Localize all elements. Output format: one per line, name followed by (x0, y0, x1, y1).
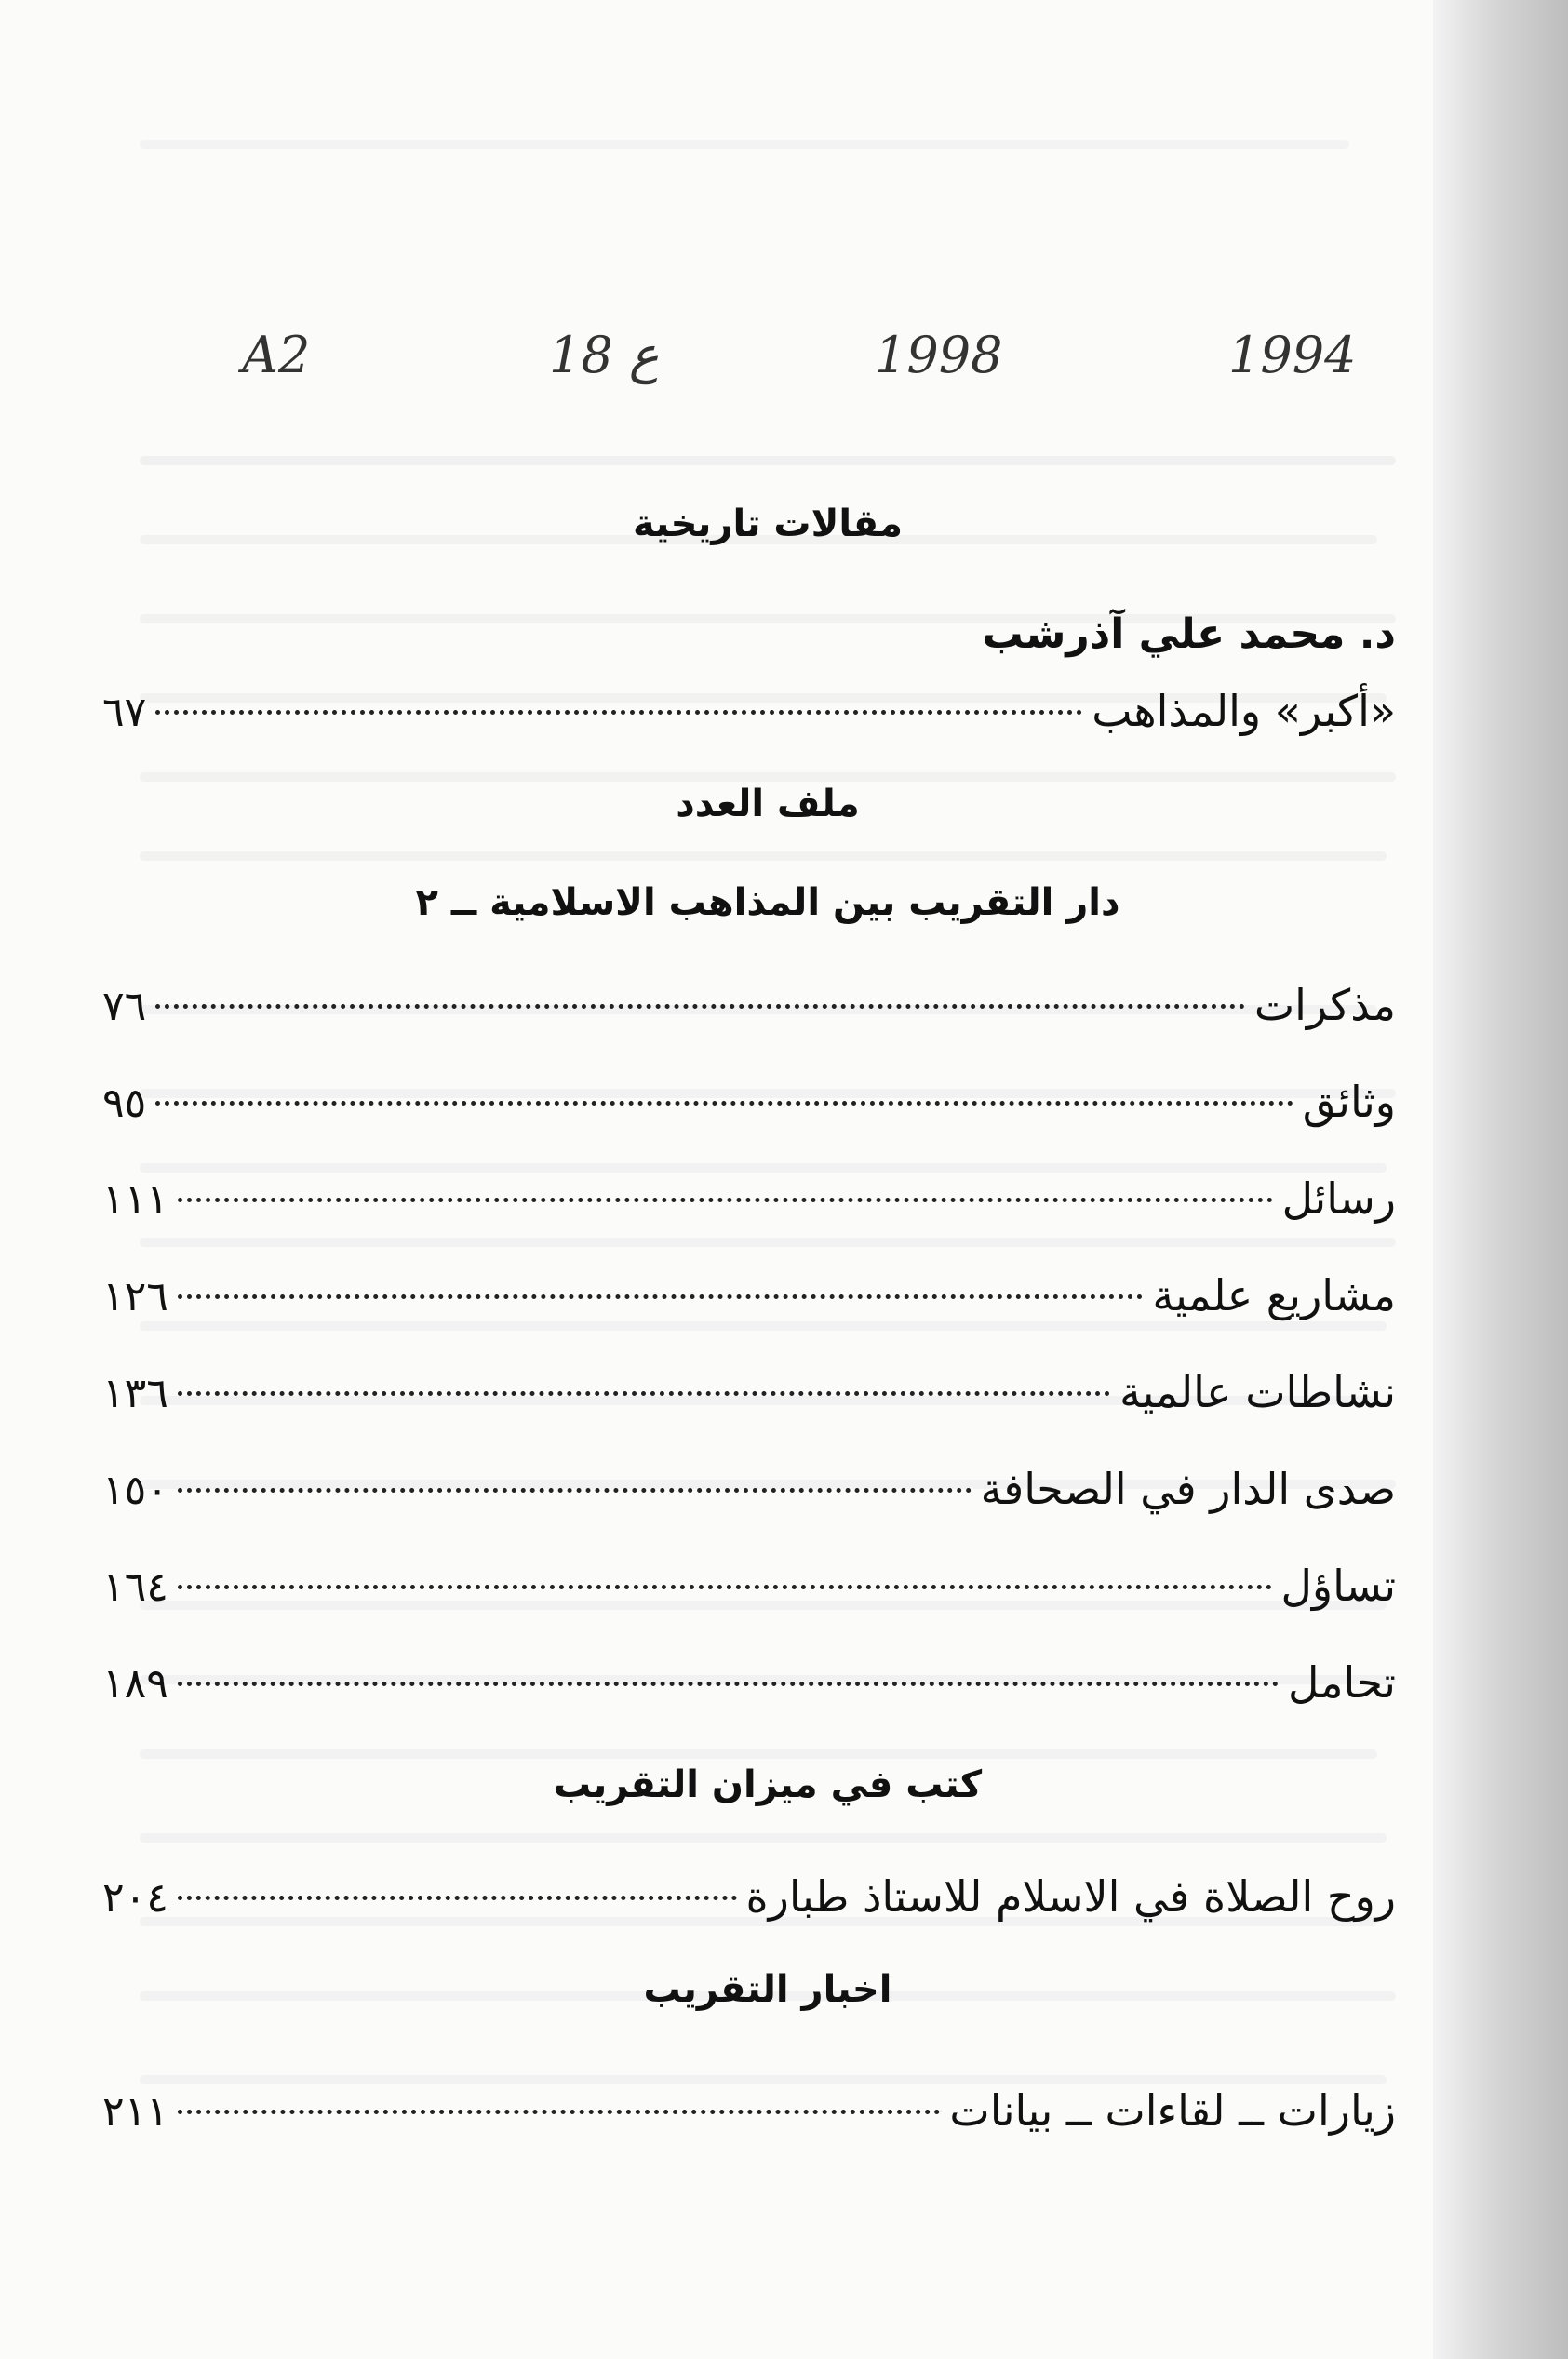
handwritten-annotations (223, 316, 1359, 419)
author-name: د. محمد علي آذرشب (982, 610, 1396, 658)
entry-title: رسائل (1281, 1173, 1396, 1224)
toc-entry[interactable] (102, 1657, 1433, 1708)
toc-entry[interactable] (102, 1464, 1433, 1514)
entry-page-number: ١١١ (102, 1176, 168, 1224)
toc-entry[interactable] (102, 1367, 1433, 1417)
toc-entry[interactable] (102, 1077, 1433, 1127)
leader-dots (155, 710, 1082, 715)
entry-page-number: ٧٦ (102, 983, 147, 1030)
toc-entry[interactable] (102, 2085, 1433, 2136)
section-heading: مقالات تاريخية (633, 503, 903, 545)
table-of-contents (102, 484, 1433, 2136)
entry-title: روح الصلاة في الاسلام للاستاذ طبارة (745, 1871, 1396, 1922)
section-subheading: دار التقريب بين المذاهب الاسلامية ــ ٢ (415, 881, 1120, 924)
entry-title: تساؤل (1280, 1561, 1396, 1611)
handwritten-mark: A2 (242, 326, 311, 384)
entry-page-number: ٢٠٤ (102, 1874, 168, 1922)
entry-title: زيارات ــ لقاءات ــ بيانات (949, 2085, 1396, 2136)
entry-page-number: ٢١١ (102, 2088, 168, 2136)
entry-title: مشاريع علمية (1152, 1270, 1396, 1320)
entry-page-number: ١٦٤ (102, 1563, 168, 1611)
entry-title: «أكبر» والمذاهب (1092, 686, 1396, 736)
leader-dots (178, 1198, 1273, 1202)
entry-page-number: ١٢٦ (102, 1273, 168, 1320)
entry-title: مذكرات (1253, 980, 1396, 1030)
entry-title: تحامل (1288, 1657, 1396, 1708)
leader-dots (155, 1004, 1245, 1009)
handwritten-mark: 1994 (1228, 326, 1357, 384)
handwritten-mark: 18 ع (549, 326, 660, 384)
entry-page-number: ٩٥ (102, 1079, 147, 1127)
leader-dots (178, 1294, 1143, 1299)
leader-dots (178, 1488, 972, 1493)
entry-page-number: ٦٧ (102, 689, 147, 736)
section-heading: كتب في ميزان التقريب (553, 1763, 983, 1806)
section-heading: اخبار التقريب (643, 1968, 892, 2011)
leader-dots (178, 1896, 737, 1900)
entry-page-number: ١٣٦ (102, 1370, 168, 1417)
entry-title: صدى الدار في الصحافة (980, 1464, 1396, 1514)
leader-dots (178, 1585, 1272, 1589)
entry-title: وثائق (1302, 1077, 1396, 1127)
book-gutter-shadow (1433, 0, 1568, 2359)
toc-entry[interactable] (102, 1561, 1433, 1611)
toc-entry[interactable] (102, 686, 1433, 736)
entry-title: نشاطات عالمية (1119, 1367, 1396, 1417)
entry-page-number: ١٥٠ (102, 1467, 168, 1514)
leader-dots (155, 1101, 1293, 1106)
toc-entry[interactable] (102, 1173, 1433, 1224)
toc-entry[interactable] (102, 1270, 1433, 1320)
leader-dots (178, 1391, 1110, 1396)
entry-page-number: ١٨٩ (102, 1660, 168, 1708)
leader-dots (178, 1682, 1279, 1686)
handwritten-mark: 1998 (875, 326, 1003, 384)
toc-entry[interactable] (102, 1871, 1433, 1922)
leader-dots (178, 2110, 941, 2114)
section-heading: ملف العدد (676, 783, 860, 825)
toc-entry[interactable] (102, 980, 1433, 1030)
